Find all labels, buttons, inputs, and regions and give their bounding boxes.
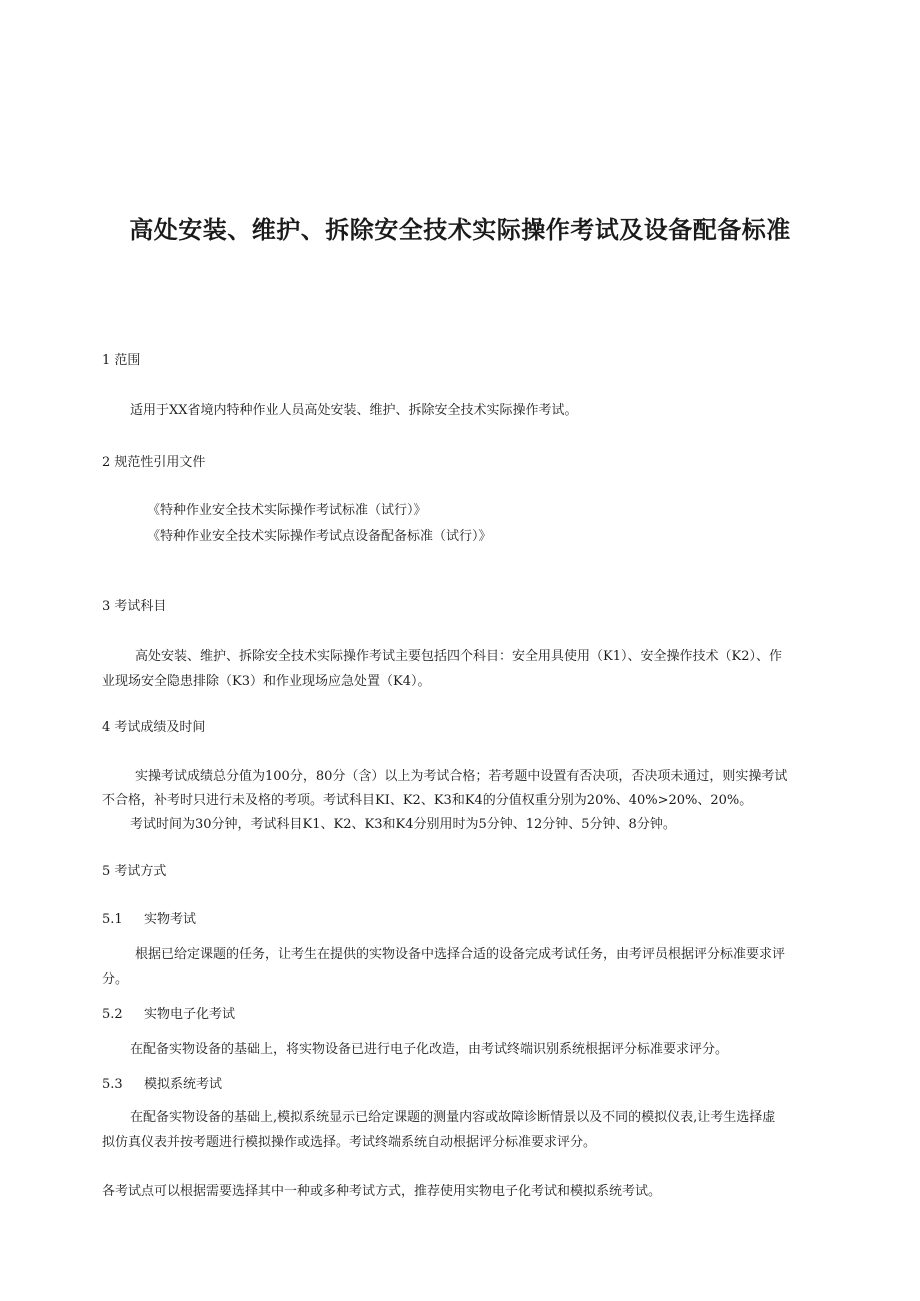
section-3-heading: 3 考试科目 (102, 599, 167, 614)
subsection-5-1-text-line: 分。 (102, 972, 129, 987)
section-4-text-line: 实操考试成绩总分值为100分，80分（含）以上为考试合格；若考题中设置有否决项，否决项未通过，则实操考试 (135, 769, 788, 784)
section-2-heading: 2 规范性引用文件 (102, 455, 206, 470)
section-4-text-line: 考试时间为30分钟，考试科目K1、K2、K3和K4分别用时为5分钟、12分钟、5分钟、8分钟。 (130, 817, 676, 832)
section-1-text: 适用于XX省境内特种作业人员高处安装、维护、拆除安全技术实际操作考试。 (130, 403, 578, 418)
section-5-heading: 5 考试方式 (102, 864, 167, 879)
subsection-title: 实物考试 (144, 912, 197, 927)
reference-item: 《特种作业安全技术实际操作考试标准（试行）》 (147, 503, 427, 518)
subsection-5-1-text-line: 根据已给定课题的任务，让考生在提供的实物设备中选择合适的设备完成考试任务，由考评员根据评分标准要求评 (135, 947, 786, 962)
section-4-text-line: 不合格，补考时只进行未及格的考项。考试科目KI、K2、K3和K4的分值权重分别为20%、40%>20%、20%。 (102, 793, 753, 808)
subsection-5-1-heading (102, 909, 196, 931)
reference-item: 《特种作业安全技术实际操作考试点设备配备标准（试行）》 (147, 529, 492, 544)
subsection-5-3-text-line: 拟仿真仪表并按考题进行模拟操作或选择。考试终端系统自动根据评分标准要求评分。 (102, 1135, 597, 1150)
section-3-text-line: 高处安装、维护、拆除安全技术实际操作考试主要包括四个科目：安全用具使用（K1）、安全操作技术（K2）、作 (135, 649, 782, 664)
subsection-title: 实物电子化考试 (144, 1007, 236, 1022)
section-4-heading: 4 考试成绩及时间 (102, 720, 206, 735)
subsection-5-2-heading (102, 1004, 235, 1026)
subsection-number: 5.2 (102, 1007, 123, 1022)
subsection-number: 5.3 (102, 1077, 123, 1092)
subsection-5-2-text-line: 在配备实物设备的基础上，将实物设备已进行电子化改造，由考试终端识别系统根据评分标准要求评分。 (130, 1042, 729, 1057)
subsection-5-3-text-line: 在配备实物设备的基础上,模拟系统显示已给定课题的测量内容或故障诊断情景以及不同的模拟仪表,让考生选择虚 (130, 1110, 776, 1125)
document-title: 高处安装、维护、拆除安全技术实际操作考试及设备配备标准 (129, 216, 791, 244)
section-3-text-line: 业现场安全隐患排除（K3）和作业现场应急处置（K4）。 (102, 674, 431, 689)
subsection-title: 模拟系统考试 (144, 1077, 223, 1092)
section-1-heading: 1 范围 (102, 353, 141, 368)
closing-paragraph: 各考试点可以根据需要选择其中一种或多种考试方式，推荐使用实物电子化考试和模拟系统考试。 (102, 1184, 662, 1199)
subsection-number: 5.1 (102, 912, 123, 927)
subsection-5-3-heading (102, 1074, 222, 1096)
